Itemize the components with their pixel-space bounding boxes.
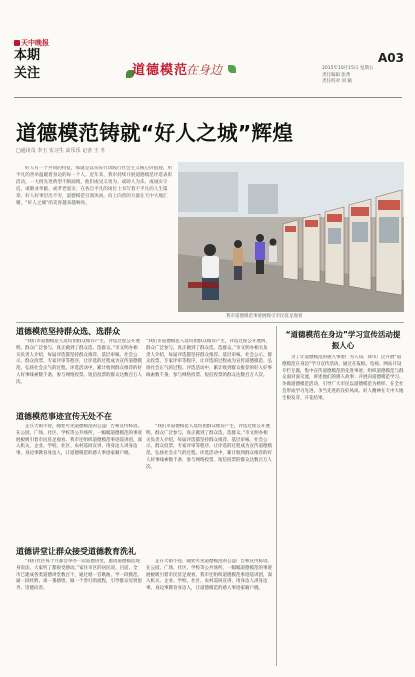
leaf-decoration-icon bbox=[228, 65, 236, 73]
masthead-divider bbox=[14, 97, 402, 98]
page-info bbox=[322, 66, 404, 86]
section-heading: 道德讲堂让群众接受道德教育洗礼 bbox=[16, 547, 136, 556]
photo-caption: 我市道德模范事迹展吸引市民驻足观看 bbox=[226, 314, 303, 319]
article-column: “我们市道德模范人选均由群众推荐产生，评选过程公开透明、群众广泛参与，真正做到了群众选、选群众。”市文明办相关负责人介绍，每届评选都坚持群众推荐、基层审核、社会公示、群众投票、专家评审等程序，让评选的过程成为宣传道德模范、弘扬社会正气的过程。评选活动中，累计收到群众推荐的好人好事线索数千条，参与网络投票、短信投票的群众达数百万人次。 bbox=[146, 424, 272, 470]
column-title-line1: 本期 bbox=[14, 48, 41, 63]
proofreader-line: 责任校对 刘 颖 bbox=[322, 79, 352, 84]
article-column: “我们市道德模范人选均由群众推荐产生，评选过程公开透明、群众广泛参与，真正做到了群众选、选群众。”市文明办相关负责人介绍，每届评选都坚持群众推荐、基层审核、社会公示、群众投票、专家评审等程序，让评选的过程成为宣传道德模范、弘扬社会正气的过程。评选活动中，累计收到群众推荐的好人好事线索数千条，参与网络投票、短信投票的群众达数百万人次。 bbox=[146, 339, 272, 378]
editor-line: 责任编辑 张秀 bbox=[322, 72, 351, 78]
section-banner bbox=[126, 52, 228, 82]
brand-name bbox=[14, 38, 49, 48]
column-divider bbox=[276, 326, 277, 666]
brand-text: 天中晚报 bbox=[21, 39, 49, 47]
masthead bbox=[14, 38, 54, 96]
page-number: A03 bbox=[378, 51, 404, 65]
article-column: 为了让道德模范的感人事迹广为人知，我市广泛开展“道德模范在身边”学习宣传活动。通过在报纸、电视、网站开设专栏专题，集中宣传道德模范的先进事迹；组织道德模范与群众面对面交流，讲述他们的感人故事；开展向道德模范学习、争做道德模范活动，引导广大市民以道德模范为榜样，在全社会形成学习先进、争当先进的良好风尚。好人精神在天中大地生根发芽、开花结果。 bbox=[282, 355, 404, 401]
article-column: 走在大街小巷，随处可见道德模范的公益广告和宣传标语。在公园、广场、社区、学校等公共场所，一幅幅道德模范的事迹展板吸引着市民驻足观看。我市还组织道德模范事迹巡讲团，深入机关、企业、学校、社区、农村巡回宣讲，用身边人讲身边事、身边事教育身边人，让道德模范的感人事迹家喻户晓。 bbox=[146, 559, 272, 592]
brand-logo-icon bbox=[14, 40, 20, 46]
section-heading: 道德模范坚持群众选、选群众 bbox=[16, 327, 120, 336]
banner-title: 道德模范 bbox=[132, 63, 189, 78]
section-heading: 道德模范事迹宣传无处不在 bbox=[16, 412, 112, 421]
exhibition-photo-illustration bbox=[178, 162, 404, 312]
lead-paragraph: 好人有一个共同的特征，那就是以实际行动践行社会主义核心价值观，用平凡的善举温暖着身边的每一个人。近年来，我市持续开展道德模范评选表彰活动，一大批先进典型不断涌现，他们或见义勇为、或助人为乐、或诚实守信、或敬业奉献、或孝老爱亲，在各自平凡的岗位上书写着不平凡的人生篇章。好人好事层出不穷，道德模范引领风尚，向上向善的力量在天中大地汇聚，“好人之城”的美誉越来越响亮。 bbox=[16, 166, 173, 206]
news-photo bbox=[178, 162, 404, 312]
headline: 道德模范铸就“好人之城”辉煌 bbox=[16, 121, 294, 145]
section-divider bbox=[16, 322, 404, 323]
column-title-line2: 关注 bbox=[14, 66, 41, 81]
article-column: 走在大街小巷，随处可见道德模范的公益广告和宣传标语。在公园、广场、社区、学校等公共场所，一幅幅道德模范的事迹展板吸引着市民驻足观看。我市还组织道德模范事迹巡讲团，深入机关、企业、学校、社区、农村巡回宣讲，用身边人讲身边事、身边事教育身边人，让道德模范的感人事迹家喻户晓。 bbox=[16, 424, 142, 457]
banner-subtitle: 在身边 bbox=[186, 63, 223, 77]
issue-date: 2015年10月15日 星期五 bbox=[322, 66, 374, 71]
byline: □通讯员 李玉 实习生 高乐乐 记者 王 冬 bbox=[16, 148, 106, 154]
article-column: “我们社区每个月都会举办一次道德讲堂，邀请道德模范现身说法，大家听了都很受感动。”家住市区的居民说。目前，全市已建成各类道德讲堂数百个，通过唱一首歌曲、学一段模范、诵一段经典、谈一番感悟、做一个善行的流程，引导群众见贤思齐、崇德向善。 bbox=[16, 559, 142, 592]
section-heading: “道德模范在身边”学习宣传活动提振人心 bbox=[285, 330, 401, 350]
article-column: “我们市道德模范人选均由群众推荐产生，评选过程公开透明、群众广泛参与，真正做到了群众选、选群众。”市文明办相关负责人介绍，每届评选都坚持群众推荐、基层审核、社会公示、群众投票、专家评审等程序，让评选的过程成为宣传道德模范、弘扬社会正气的过程。评选活动中，累计收到群众推荐的好人好事线索数千条，参与网络投票、短信投票的群众达数百万人次。 bbox=[16, 339, 142, 385]
